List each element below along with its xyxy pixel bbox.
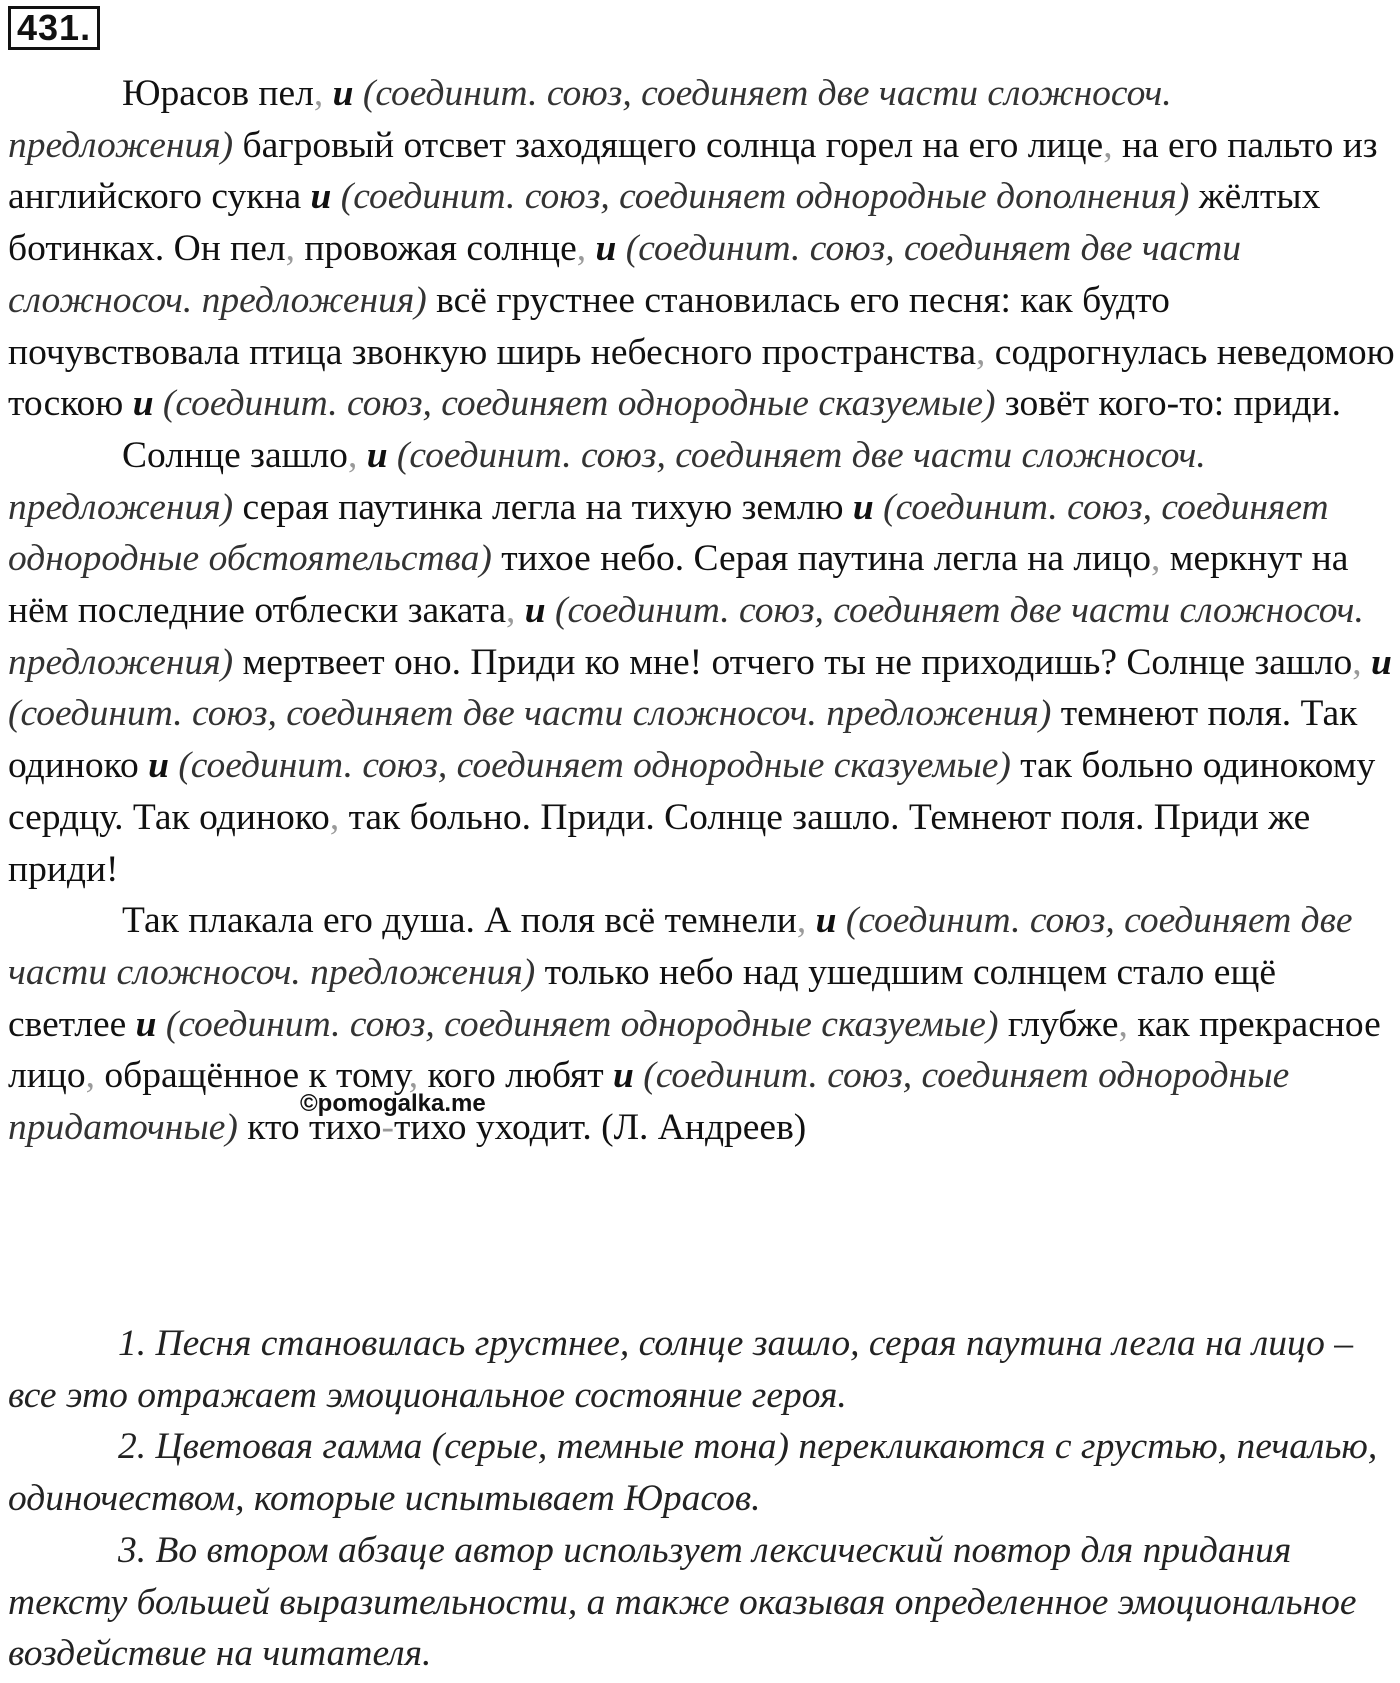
text-segment [546,590,555,631]
answers-block [8,1318,1398,1680]
text-segment: мертвеет оно. Приди ко мне! отчего ты не приходишь? Солнце зашло [233,641,1353,683]
grammar-note: (соединит. союз, соединяет однородные сказуемые) [165,1003,999,1045]
text-segment [331,176,340,217]
text-segment: багровый отсвет заходящего солнца горел на его лице [233,124,1104,166]
text-segment: меркнут на нём последние отблески заката [8,538,1349,632]
conjunction-mark: и [1371,641,1392,683]
grammar-note: (соединит. союз, соединяет две части сложносоч. предложения) [8,73,1172,166]
text-segment: жёлтых ботинках. Он пел [8,176,1321,270]
text-segment: серая паутинка легла на тихую землю [233,486,853,528]
text-segment [357,435,366,476]
punctuation-mark: - [381,1107,395,1149]
punctuation-mark: , [1118,1003,1128,1045]
text-segment: как прекрасное лицо [8,1003,1381,1097]
paragraph-3 [8,895,1398,1154]
answer-3: 3. Во втором абзаце автор использует лексический повтор для придания тексту большей выразительности, а также оказывая определенное эмоциональное воздействие на читателя. [8,1529,1357,1675]
answer-1: 1. Песня становилась грустнее, солнце зашло, серая паутина легла на лицо – все это отражает эмоциональное состояние героя. [8,1323,1354,1416]
answer-2: 2. Цветовая гамма (серые, темные тона) перекликаются с грустью, печалью, одиночеством, которые испытывает Юрасов. [8,1426,1378,1520]
text-segment [586,228,595,269]
text-segment: темнеют поля. Так одиноко [8,693,1358,787]
conjunction-mark: и [332,73,354,114]
punctuation-mark: , [796,900,807,942]
conjunction-mark: и [135,1003,157,1045]
grammar-note: (соединит. союз, соединяет две части сложносоч. предложения) [8,228,1241,321]
grammar-note: (соединит. союз, соединяет однородные дополнения) [340,176,1190,218]
punctuation-mark: , [1352,641,1362,683]
text-segment [388,435,397,476]
text-segment: Юрасов пел [122,73,314,114]
punctuation-mark: , [347,434,358,476]
conjunction-mark: и [613,1055,634,1097]
text-segment [515,590,524,631]
conjunction-mark: и [366,434,388,476]
text-segment [323,73,332,114]
grammar-note: (соединит. союз, соединяет две части сложносоч. предложения) [8,590,1364,683]
conjunction-mark: и [310,176,332,218]
text-segment [156,1004,165,1045]
text-segment [806,900,815,941]
punctuation-mark: , [505,590,516,632]
conjunction-mark: и [595,228,617,270]
main-text [8,68,1398,1154]
text-segment: провожая солнце [294,228,577,270]
text-segment [836,900,845,941]
text-segment: только небо над ушедшим солнцем стало ещё светлее [8,951,1276,1045]
text-segment: кого любят [418,1055,613,1097]
punctuation-mark: , [976,331,986,373]
punctuation-mark: , [408,1055,419,1097]
paragraph-2 [8,430,1398,895]
punctuation-mark: , [85,1055,95,1097]
text-segment [616,228,625,269]
text-segment: Солнце зашло [122,434,348,476]
text-segment [1362,642,1371,683]
text-segment: тихое небо. Серая паутина легла на лицо [491,538,1151,580]
paragraph-1 [8,68,1398,430]
text-segment: глубже [998,1003,1119,1045]
grammar-note: (соединит. союз, соединяет две части сложносоч. предложения) [8,434,1206,528]
text-segment: обращённое к тому [94,1055,409,1097]
conjunction-mark: и [524,590,546,632]
conjunction-mark: и [132,383,154,425]
text-segment: на его пальто из английского сукна [8,124,1378,218]
conjunction-mark: и [148,745,169,787]
text-segment: так больно одинокому сердцу. Так одиноко [8,745,1376,838]
watermark: ©pomogalka.me [300,1090,486,1117]
text-segment [634,1055,643,1096]
punctuation-mark: , [329,796,340,838]
text-segment: кто тихо [237,1107,382,1149]
grammar-note: (соединит. союз, соединяет две части сложносоч. предложения) [8,900,1353,993]
punctuation-mark: , [576,228,587,270]
grammar-note: (соединит. союз, соединяет однородные придаточные) [8,1055,1290,1149]
text-segment: тихо уходит. (Л. Андреев) [394,1107,807,1149]
grammar-note: (соединит. союз, соединяет две части сложносоч. предложения) [8,693,1052,735]
text-segment: Так плакала его душа. А поля всё темнели [122,900,797,942]
text-segment: зовёт кого-то: приди. [995,383,1341,425]
text-segment [874,487,883,528]
text-segment: содрогнулась неведомою тоскою [8,331,1395,425]
text-segment [169,745,178,786]
text-segment [353,73,362,114]
punctuation-mark: , [1103,124,1113,166]
text-segment [154,383,163,424]
grammar-note: (соединит. союз, соединяет однородные сказуемые) [162,383,996,425]
punctuation-mark: , [1150,538,1161,580]
text-segment: так больно. Приди. Солнце зашло. Темнеют поля. Приди же приди! [8,796,1311,890]
exercise-number: 431. [8,6,100,50]
text-segment: всё грустнее становилась его песня: как будто почувствовала птица звонкую ширь небесного пространства [8,279,1170,373]
punctuation-mark: , [313,73,324,114]
grammar-note: (соединит. союз, соединяет однородные сказуемые) [178,745,1011,787]
punctuation-mark: , [285,228,295,270]
conjunction-mark: и [852,486,874,528]
conjunction-mark: и [815,900,837,942]
grammar-note: (соединит. союз, соединяет однородные обстоятельства) [8,486,1329,580]
